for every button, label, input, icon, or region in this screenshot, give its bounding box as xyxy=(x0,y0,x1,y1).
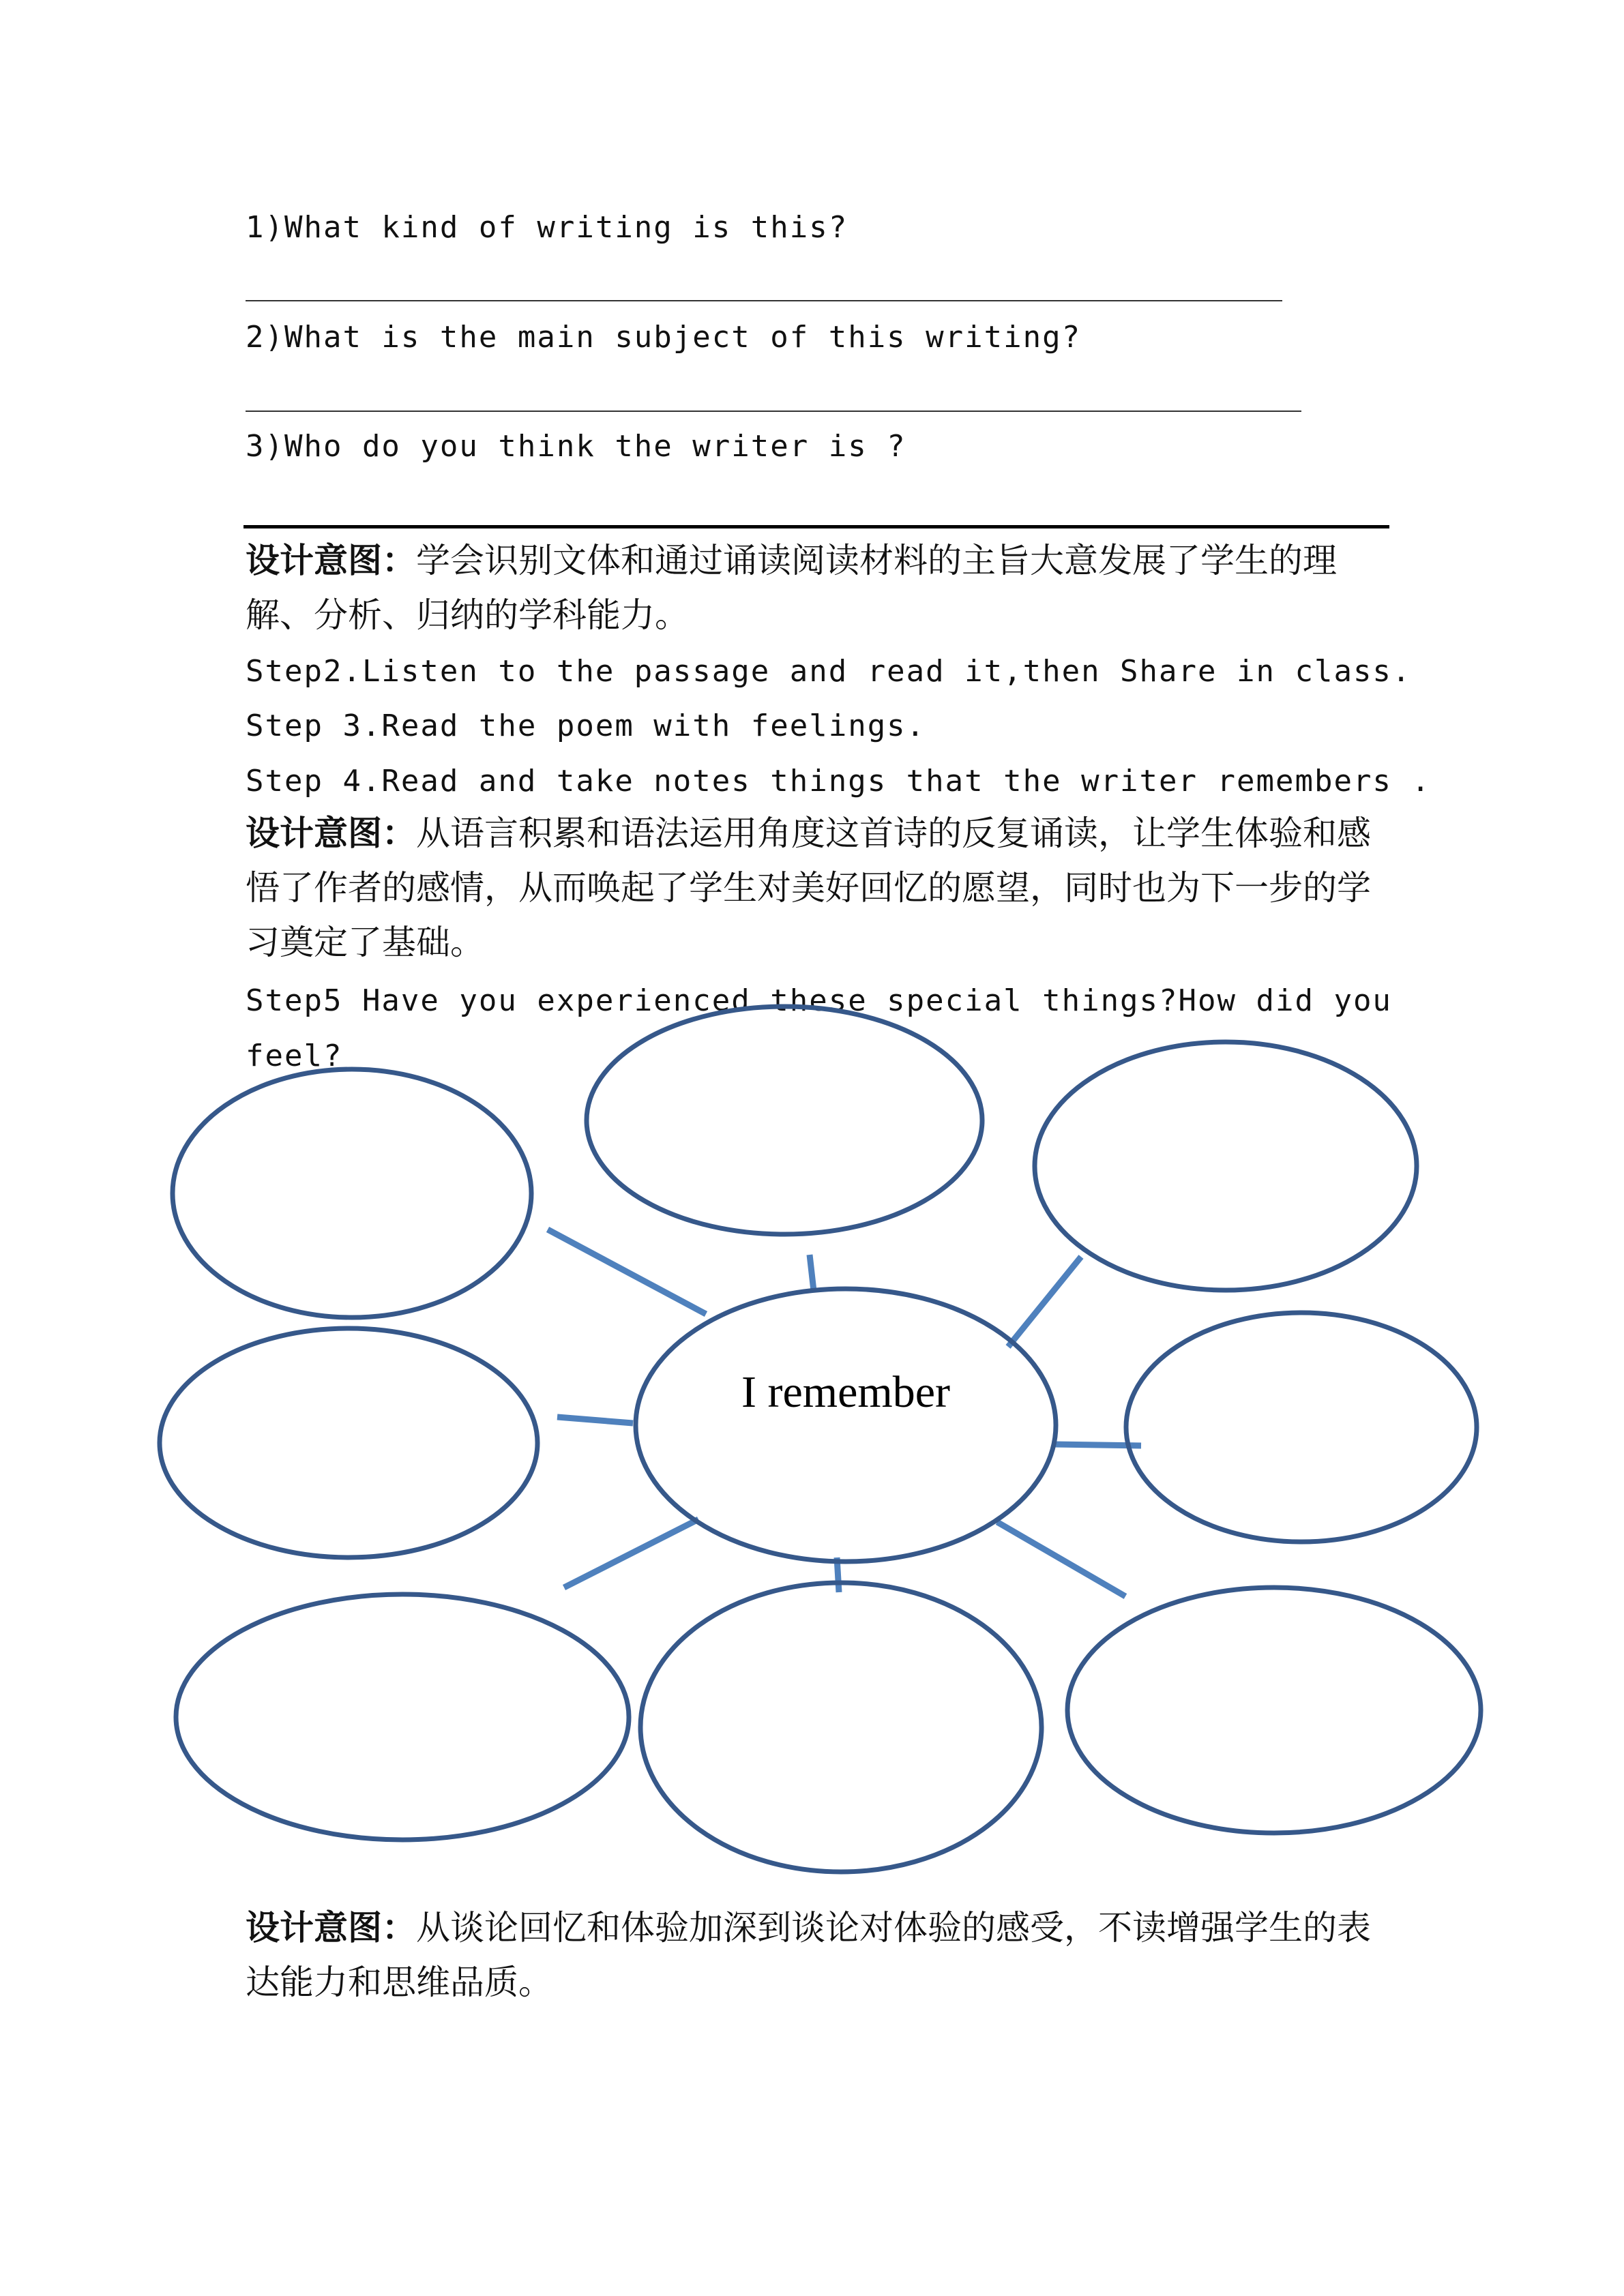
question-2: 2)What is the main subject of this writing? xyxy=(246,320,1082,355)
mind-map-spoke xyxy=(997,1522,1125,1596)
mind-map-bubble-bottom-right[interactable] xyxy=(1067,1587,1481,1833)
mind-map-bubble-middle-right[interactable] xyxy=(1126,1313,1477,1542)
mind-map-bubble-bottom-left[interactable] xyxy=(176,1594,629,1840)
mind-map-center-bubble xyxy=(636,1289,1056,1562)
step-3: Step 3.Read the poem with feelings. xyxy=(246,709,926,743)
design-intent-label: 设计意图： xyxy=(246,813,416,853)
design-intent-3 xyxy=(246,1900,1378,2010)
mind-map-spoke xyxy=(810,1255,814,1291)
design-intent-body: 从语言积累和语法运用角度这首诗的反复诵读，让学生体验和感悟了作者的感情，从而唤起了学生对美好回忆的愿望，同时也为下一步的学习奠定了基础。 xyxy=(246,814,1371,962)
design-intent-body: 学会识别文体和通过诵读阅读材料的主旨大意发展了学生的理解、分析、归纳的学科能力。 xyxy=(246,541,1337,635)
mind-map-bubble-top-center[interactable] xyxy=(587,1007,982,1234)
step-2: Step2.Listen to the passage and read it,then Share in class. xyxy=(246,654,1412,689)
question-3: 3)Who do you think the writer is ? xyxy=(246,429,906,464)
mind-map-bubble-top-left[interactable] xyxy=(173,1069,531,1317)
step-5: Step5 Have you experienced these special things?How did you xyxy=(246,983,1392,1018)
mind-map-spoke xyxy=(548,1229,706,1314)
mind-map-bubble-top-right[interactable] xyxy=(1035,1042,1417,1290)
design-intent-label: 设计意图： xyxy=(246,1907,416,1948)
mind-map-spoke xyxy=(557,1417,633,1423)
mind-map-bubble-middle-left[interactable] xyxy=(160,1328,537,1557)
step-5-continued: feel? xyxy=(246,1039,343,1073)
mind-map-center-label: I remember xyxy=(741,1367,950,1418)
mind-map-spoke xyxy=(1008,1257,1081,1347)
design-intent-label: 设计意图： xyxy=(246,540,416,580)
design-intent-body: 从谈论回忆和体验加深到谈论对体验的感受，不读增强学生的表达能力和思维品质。 xyxy=(246,1908,1371,2002)
question-1: 1)What kind of writing is this? xyxy=(246,210,848,245)
step-4: Step 4.Read and take notes things that the writer remembers . xyxy=(246,764,1431,799)
mind-map-spoke xyxy=(564,1519,698,1587)
mind-map-bubble-bottom-center[interactable] xyxy=(640,1583,1042,1872)
